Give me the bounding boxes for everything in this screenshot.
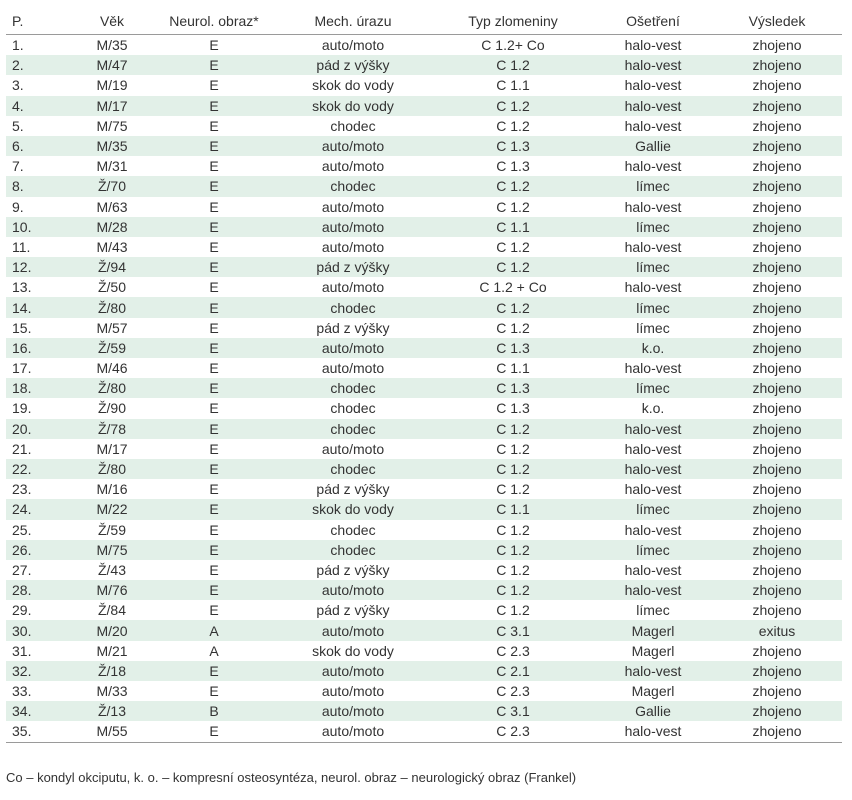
cell-col-fracture: C 1.2+ Co [481, 37, 545, 54]
cell-col-treatment: Gallie [594, 701, 712, 721]
cell-col-number: 9. [12, 198, 24, 215]
cell-col-number: 34. [6, 701, 70, 721]
table-row [6, 297, 842, 317]
cell-col-age: Ž/80 [70, 378, 154, 398]
table-row [6, 257, 842, 277]
cell-col-number: 2. [6, 55, 70, 75]
cell-col-treatment: límec [636, 602, 670, 619]
cell-col-treatment: halo-vest [594, 419, 712, 439]
cell-col-fracture: C 1.2 [432, 176, 594, 196]
table-row [6, 701, 842, 721]
cell-col-number: 14. [6, 297, 70, 317]
cell-col-result: zhojeno [752, 117, 802, 134]
cell-col-result: zhojeno [752, 360, 802, 377]
cell-col-number: 13. [12, 279, 32, 296]
cell-col-treatment: halo-vest [624, 238, 682, 255]
cell-col-neuro: E [154, 96, 274, 116]
cell-col-number: 16. [6, 338, 70, 358]
cell-col-number: 4. [6, 96, 70, 116]
cell-col-treatment: límec [594, 499, 712, 519]
cell-col-mechanism: chodec [274, 176, 432, 196]
cell-col-number: 33. [12, 683, 32, 700]
cell-col-number: 29. [12, 602, 32, 619]
header-col-result: Výsledek [712, 8, 842, 35]
cell-col-result: zhojeno [712, 540, 842, 560]
cell-col-treatment: halo-vest [624, 481, 682, 498]
cell-col-mechanism: auto/moto [274, 217, 432, 237]
cell-col-result: zhojeno [712, 580, 842, 600]
cell-col-number: 27. [12, 561, 32, 578]
cell-col-fracture: C 1.2 [432, 297, 594, 317]
cell-col-fracture: C 1.2 [496, 481, 530, 498]
cell-col-treatment: límec [594, 257, 712, 277]
cell-col-neuro: A [209, 642, 219, 659]
cell-col-treatment: halo-vest [624, 279, 682, 296]
cell-col-result: zhojeno [752, 37, 802, 54]
table-row [6, 661, 842, 681]
table-row [6, 681, 842, 701]
table-row [6, 277, 842, 297]
cell-col-age: Ž/70 [70, 176, 154, 196]
cell-col-number: 3. [12, 77, 24, 94]
table-body [6, 35, 842, 743]
cell-col-number: 7. [12, 158, 24, 175]
table-row [6, 560, 842, 580]
cell-col-neuro: E [154, 338, 274, 358]
table-row [6, 479, 842, 499]
cell-col-number: 19. [12, 400, 32, 417]
cell-col-result: exitus [712, 620, 842, 640]
cell-col-age: M/75 [96, 117, 128, 134]
cell-col-treatment: halo-vest [624, 117, 682, 134]
cell-col-number: 10. [6, 217, 70, 237]
cell-col-result: zhojeno [712, 338, 842, 358]
cell-col-age: M/17 [96, 440, 128, 457]
cell-col-mechanism: chodec [330, 117, 376, 134]
cell-col-treatment: Magerl [631, 683, 675, 700]
cell-col-treatment: límec [594, 297, 712, 317]
cell-col-mechanism: auto/moto [321, 279, 385, 296]
cell-col-mechanism: chodec [274, 459, 432, 479]
cell-col-neuro: E [154, 540, 274, 560]
cell-col-mechanism: auto/moto [321, 440, 385, 457]
header-row [6, 8, 842, 35]
cell-col-number: 12. [6, 257, 70, 277]
cell-col-treatment: límec [594, 378, 712, 398]
cell-col-neuro: E [154, 721, 274, 742]
cell-col-number: 8. [6, 176, 70, 196]
cell-col-age: M/43 [96, 238, 128, 255]
cell-col-neuro: E [209, 238, 219, 255]
cell-col-treatment: halo-vest [624, 360, 682, 377]
cell-col-treatment: Magerl [594, 620, 712, 640]
cell-col-result: zhojeno [752, 77, 802, 94]
cell-col-age: Ž/78 [70, 419, 154, 439]
cell-col-number: 1. [12, 37, 24, 54]
cell-col-fracture: C 1.2 [432, 419, 594, 439]
cell-col-neuro: E [154, 217, 274, 237]
cell-col-mechanism: auto/moto [321, 37, 385, 54]
cell-col-fracture: C 1.2 [496, 117, 530, 134]
cell-col-fracture: C 1.1 [432, 499, 594, 519]
cell-col-fracture: C 1.3 [496, 400, 530, 417]
table-row [6, 641, 842, 661]
cell-col-treatment: halo-vest [624, 77, 682, 94]
cell-col-mechanism: auto/moto [321, 238, 385, 255]
cell-col-number: 35. [6, 721, 70, 742]
cell-col-neuro: A [154, 620, 274, 640]
table-row [6, 176, 842, 196]
table-row [6, 459, 842, 479]
cell-col-result: zhojeno [712, 721, 842, 742]
table-row [6, 419, 842, 439]
cell-col-treatment: límec [594, 176, 712, 196]
cell-col-result: zhojeno [712, 459, 842, 479]
table-row [6, 540, 842, 560]
cell-col-fracture: C 1.2 + Co [479, 279, 547, 296]
cell-col-fracture: C 3.1 [432, 701, 594, 721]
cell-col-number: 24. [6, 499, 70, 519]
cell-col-neuro: E [209, 158, 219, 175]
cell-col-mechanism: auto/moto [274, 701, 432, 721]
cell-col-neuro: E [209, 440, 219, 457]
cell-col-mechanism: chodec [274, 419, 432, 439]
cell-col-treatment: k.o. [641, 400, 665, 417]
cell-col-neuro: E [154, 55, 274, 75]
table-row [6, 600, 842, 620]
table-header [6, 8, 842, 35]
cell-col-mechanism: pád z výšky [316, 319, 390, 336]
cell-col-age: M/33 [96, 683, 128, 700]
cell-col-mechanism: skok do vody [312, 642, 394, 659]
cell-col-mechanism: pád z výšky [316, 602, 390, 619]
cell-col-result: zhojeno [712, 499, 842, 519]
cell-col-age: M/55 [70, 721, 154, 742]
cell-col-neuro: E [209, 77, 219, 94]
cell-col-mechanism: pád z výšky [274, 55, 432, 75]
cell-col-age: M/46 [96, 360, 128, 377]
cell-col-fracture: C 2.3 [432, 721, 594, 742]
cell-col-neuro: E [154, 419, 274, 439]
cell-col-age: M/75 [70, 540, 154, 560]
cell-col-result: zhojeno [752, 319, 802, 336]
cell-col-number: 30. [6, 620, 70, 640]
cell-col-result: zhojeno [752, 440, 802, 457]
cell-col-treatment: halo-vest [594, 721, 712, 742]
cell-col-number: 5. [12, 117, 24, 134]
cell-col-neuro: E [209, 561, 219, 578]
cell-col-mechanism: chodec [274, 540, 432, 560]
cell-col-neuro: E [209, 198, 219, 215]
cell-col-fracture: C 1.2 [432, 459, 594, 479]
cell-col-fracture: C 1.2 [432, 55, 594, 75]
cell-col-treatment: halo-vest [624, 198, 682, 215]
table-row [6, 116, 842, 136]
cell-col-number: 28. [6, 580, 70, 600]
cell-col-result: zhojeno [752, 238, 802, 255]
cell-col-mechanism: chodec [330, 521, 376, 538]
cell-col-mechanism: pád z výšky [316, 561, 390, 578]
cell-col-neuro: E [209, 117, 219, 134]
cell-col-result: zhojeno [712, 176, 842, 196]
table-row [6, 197, 842, 217]
cell-col-fracture: C 1.2 [496, 521, 530, 538]
table-row [6, 499, 842, 519]
document [6, 8, 842, 743]
cell-col-age: Ž/80 [70, 297, 154, 317]
cell-col-treatment: halo-vest [624, 158, 682, 175]
table-row [6, 96, 842, 116]
cell-col-age: Ž/59 [97, 521, 126, 538]
cell-col-neuro: E [154, 661, 274, 681]
cell-col-neuro: E [154, 499, 274, 519]
cell-col-mechanism: auto/moto [321, 683, 385, 700]
cell-col-neuro: E [154, 136, 274, 156]
cell-col-mechanism: skok do vody [274, 96, 432, 116]
cell-col-result: zhojeno [752, 642, 802, 659]
cell-col-result: zhojeno [712, 378, 842, 398]
cell-col-mechanism: chodec [274, 378, 432, 398]
header-col-age: Věk [70, 8, 154, 35]
cell-col-neuro: E [154, 176, 274, 196]
cell-col-number: 23. [12, 481, 32, 498]
table-row [6, 620, 842, 640]
header-col-neuro: Neurol. obraz* [154, 8, 274, 35]
cell-col-fracture: C 2.3 [496, 642, 530, 659]
cell-col-neuro: B [154, 701, 274, 721]
cell-col-treatment: halo-vest [594, 96, 712, 116]
table-row [6, 55, 842, 75]
cell-col-result: zhojeno [752, 481, 802, 498]
cell-col-mechanism: auto/moto [274, 620, 432, 640]
cell-col-result: zhojeno [752, 683, 802, 700]
cell-col-age: M/19 [96, 77, 128, 94]
cell-col-neuro: E [209, 521, 219, 538]
table-row [6, 217, 842, 237]
cell-col-age: Ž/94 [70, 257, 154, 277]
cell-col-number: 20. [6, 419, 70, 439]
cell-col-fracture: C 1.3 [432, 338, 594, 358]
cell-col-neuro: E [209, 37, 219, 54]
header-col-fracture: Typ zlomeniny [432, 8, 594, 35]
cell-col-result: zhojeno [712, 257, 842, 277]
header-col-treatment: Ošetření [594, 8, 712, 35]
cell-col-number: 6. [6, 136, 70, 156]
cell-col-neuro: E [209, 602, 219, 619]
cell-col-age: M/17 [70, 96, 154, 116]
cell-col-fracture: C 1.2 [496, 198, 530, 215]
cell-col-neuro: E [154, 297, 274, 317]
cell-col-neuro: E [154, 459, 274, 479]
cell-col-age: M/35 [70, 136, 154, 156]
cell-col-fracture: C 1.1 [496, 77, 530, 94]
cell-col-fracture: C 1.2 [496, 440, 530, 457]
cell-col-mechanism: pád z výšky [316, 481, 390, 498]
cell-col-result: zhojeno [712, 55, 842, 75]
table-row [6, 721, 842, 742]
cell-col-treatment: halo-vest [624, 37, 682, 54]
cell-col-fracture: C 1.1 [432, 217, 594, 237]
table-row [6, 35, 842, 56]
cell-col-fracture: C 1.2 [496, 602, 530, 619]
cell-col-fracture: C 1.2 [432, 580, 594, 600]
cell-col-result: zhojeno [752, 158, 802, 175]
cell-col-neuro: E [209, 683, 219, 700]
cell-col-neuro: E [209, 279, 219, 296]
cell-col-fracture: C 1.2 [496, 319, 530, 336]
cell-col-fracture: C 1.2 [496, 238, 530, 255]
cell-col-fracture: C 3.1 [432, 620, 594, 640]
cell-col-result: zhojeno [712, 701, 842, 721]
cell-col-mechanism: auto/moto [321, 360, 385, 377]
cell-col-fracture: C 1.2 [432, 96, 594, 116]
cell-col-age: M/63 [96, 198, 128, 215]
cell-col-number: 11. [12, 238, 31, 255]
cell-col-age: M/28 [70, 217, 154, 237]
cell-col-number: 15. [12, 319, 32, 336]
cell-col-fracture: C 1.2 [496, 561, 530, 578]
cell-col-neuro: E [154, 378, 274, 398]
cell-col-fracture: C 2.1 [432, 661, 594, 681]
cell-col-treatment: límec [594, 540, 712, 560]
cell-col-result: zhojeno [752, 521, 802, 538]
cell-col-fracture: C 1.2 [432, 540, 594, 560]
table-row [6, 358, 842, 378]
cell-col-age: Ž/43 [97, 561, 126, 578]
cell-col-age: M/22 [70, 499, 154, 519]
cell-col-treatment: halo-vest [594, 661, 712, 681]
cell-col-age: Ž/80 [70, 459, 154, 479]
cell-col-mechanism: auto/moto [274, 338, 432, 358]
cell-col-result: zhojeno [752, 400, 802, 417]
cell-col-age: M/21 [96, 642, 128, 659]
table-footnote: Co – kondyl okciputu, k. o. – kompresní osteosyntéza, neurol. obraz – neurologický obraz (Frankel) [6, 770, 577, 785]
cell-col-neuro: E [209, 319, 219, 336]
patients-table [6, 8, 842, 743]
cell-col-number: 31. [12, 642, 32, 659]
cell-col-treatment: halo-vest [594, 55, 712, 75]
table-row [6, 398, 842, 418]
cell-col-fracture: C 1.3 [496, 158, 530, 175]
cell-col-age: Ž/50 [97, 279, 126, 296]
cell-col-age: Ž/90 [97, 400, 126, 417]
cell-col-age: Ž/18 [70, 661, 154, 681]
cell-col-treatment: halo-vest [594, 580, 712, 600]
cell-col-mechanism: auto/moto [274, 580, 432, 600]
cell-col-number: 21. [12, 440, 32, 457]
cell-col-treatment: halo-vest [624, 521, 682, 538]
cell-col-result: zhojeno [712, 661, 842, 681]
table-row [6, 439, 842, 459]
table-row [6, 75, 842, 95]
header-col-mechanism: Mech. úrazu [274, 8, 432, 35]
cell-col-result: zhojeno [752, 279, 802, 296]
cell-col-number: 18. [6, 378, 70, 398]
cell-col-result: zhojeno [752, 561, 802, 578]
cell-col-result: zhojeno [712, 136, 842, 156]
cell-col-mechanism: auto/moto [274, 721, 432, 742]
cell-col-treatment: halo-vest [594, 459, 712, 479]
cell-col-age: M/47 [70, 55, 154, 75]
cell-col-mechanism: chodec [274, 297, 432, 317]
cell-col-fracture: C 2.3 [496, 683, 530, 700]
cell-col-mechanism: skok do vody [312, 77, 394, 94]
cell-col-age: M/31 [96, 158, 128, 175]
cell-col-fracture: C 1.3 [432, 378, 594, 398]
cell-col-age: Ž/84 [97, 602, 126, 619]
cell-col-neuro: E [154, 580, 274, 600]
cell-col-treatment: k.o. [594, 338, 712, 358]
cell-col-mechanism: chodec [330, 400, 376, 417]
cell-col-number: 26. [6, 540, 70, 560]
table-row [6, 520, 842, 540]
cell-col-treatment: Gallie [594, 136, 712, 156]
table-row [6, 156, 842, 176]
header-col-number: P. [6, 8, 70, 35]
cell-col-mechanism: auto/moto [274, 136, 432, 156]
cell-col-result: zhojeno [752, 602, 802, 619]
table-row [6, 338, 842, 358]
cell-col-result: zhojeno [752, 198, 802, 215]
table-row [6, 318, 842, 338]
cell-col-age: M/20 [70, 620, 154, 640]
table-row [6, 580, 842, 600]
cell-col-mechanism: auto/moto [274, 661, 432, 681]
cell-col-number: 22. [6, 459, 70, 479]
cell-col-result: zhojeno [712, 217, 842, 237]
cell-col-fracture: C 1.1 [496, 360, 530, 377]
cell-col-age: M/76 [70, 580, 154, 600]
cell-col-age: M/16 [96, 481, 128, 498]
cell-col-result: zhojeno [712, 297, 842, 317]
cell-col-fracture: C 1.3 [432, 136, 594, 156]
cell-col-age: Ž/13 [70, 701, 154, 721]
cell-col-neuro: E [209, 360, 219, 377]
cell-col-mechanism: auto/moto [321, 158, 385, 175]
cell-col-mechanism: skok do vody [274, 499, 432, 519]
cell-col-mechanism: pád z výšky [274, 257, 432, 277]
cell-col-treatment: límec [594, 217, 712, 237]
cell-col-neuro: E [154, 257, 274, 277]
table-row [6, 237, 842, 257]
cell-col-treatment: halo-vest [624, 440, 682, 457]
cell-col-age: M/35 [96, 37, 128, 54]
cell-col-neuro: E [209, 400, 219, 417]
cell-col-age: M/57 [96, 319, 128, 336]
table-row [6, 136, 842, 156]
cell-col-treatment: límec [636, 319, 670, 336]
cell-col-age: Ž/59 [70, 338, 154, 358]
cell-col-fracture: C 1.2 [432, 257, 594, 277]
cell-col-neuro: E [209, 481, 219, 498]
cell-col-number: 17. [12, 360, 32, 377]
table-row [6, 378, 842, 398]
cell-col-result: zhojeno [712, 96, 842, 116]
cell-col-mechanism: auto/moto [321, 198, 385, 215]
cell-col-number: 32. [6, 661, 70, 681]
cell-col-treatment: Magerl [631, 642, 675, 659]
cell-col-treatment: halo-vest [624, 561, 682, 578]
cell-col-number: 25. [12, 521, 32, 538]
cell-col-result: zhojeno [712, 419, 842, 439]
